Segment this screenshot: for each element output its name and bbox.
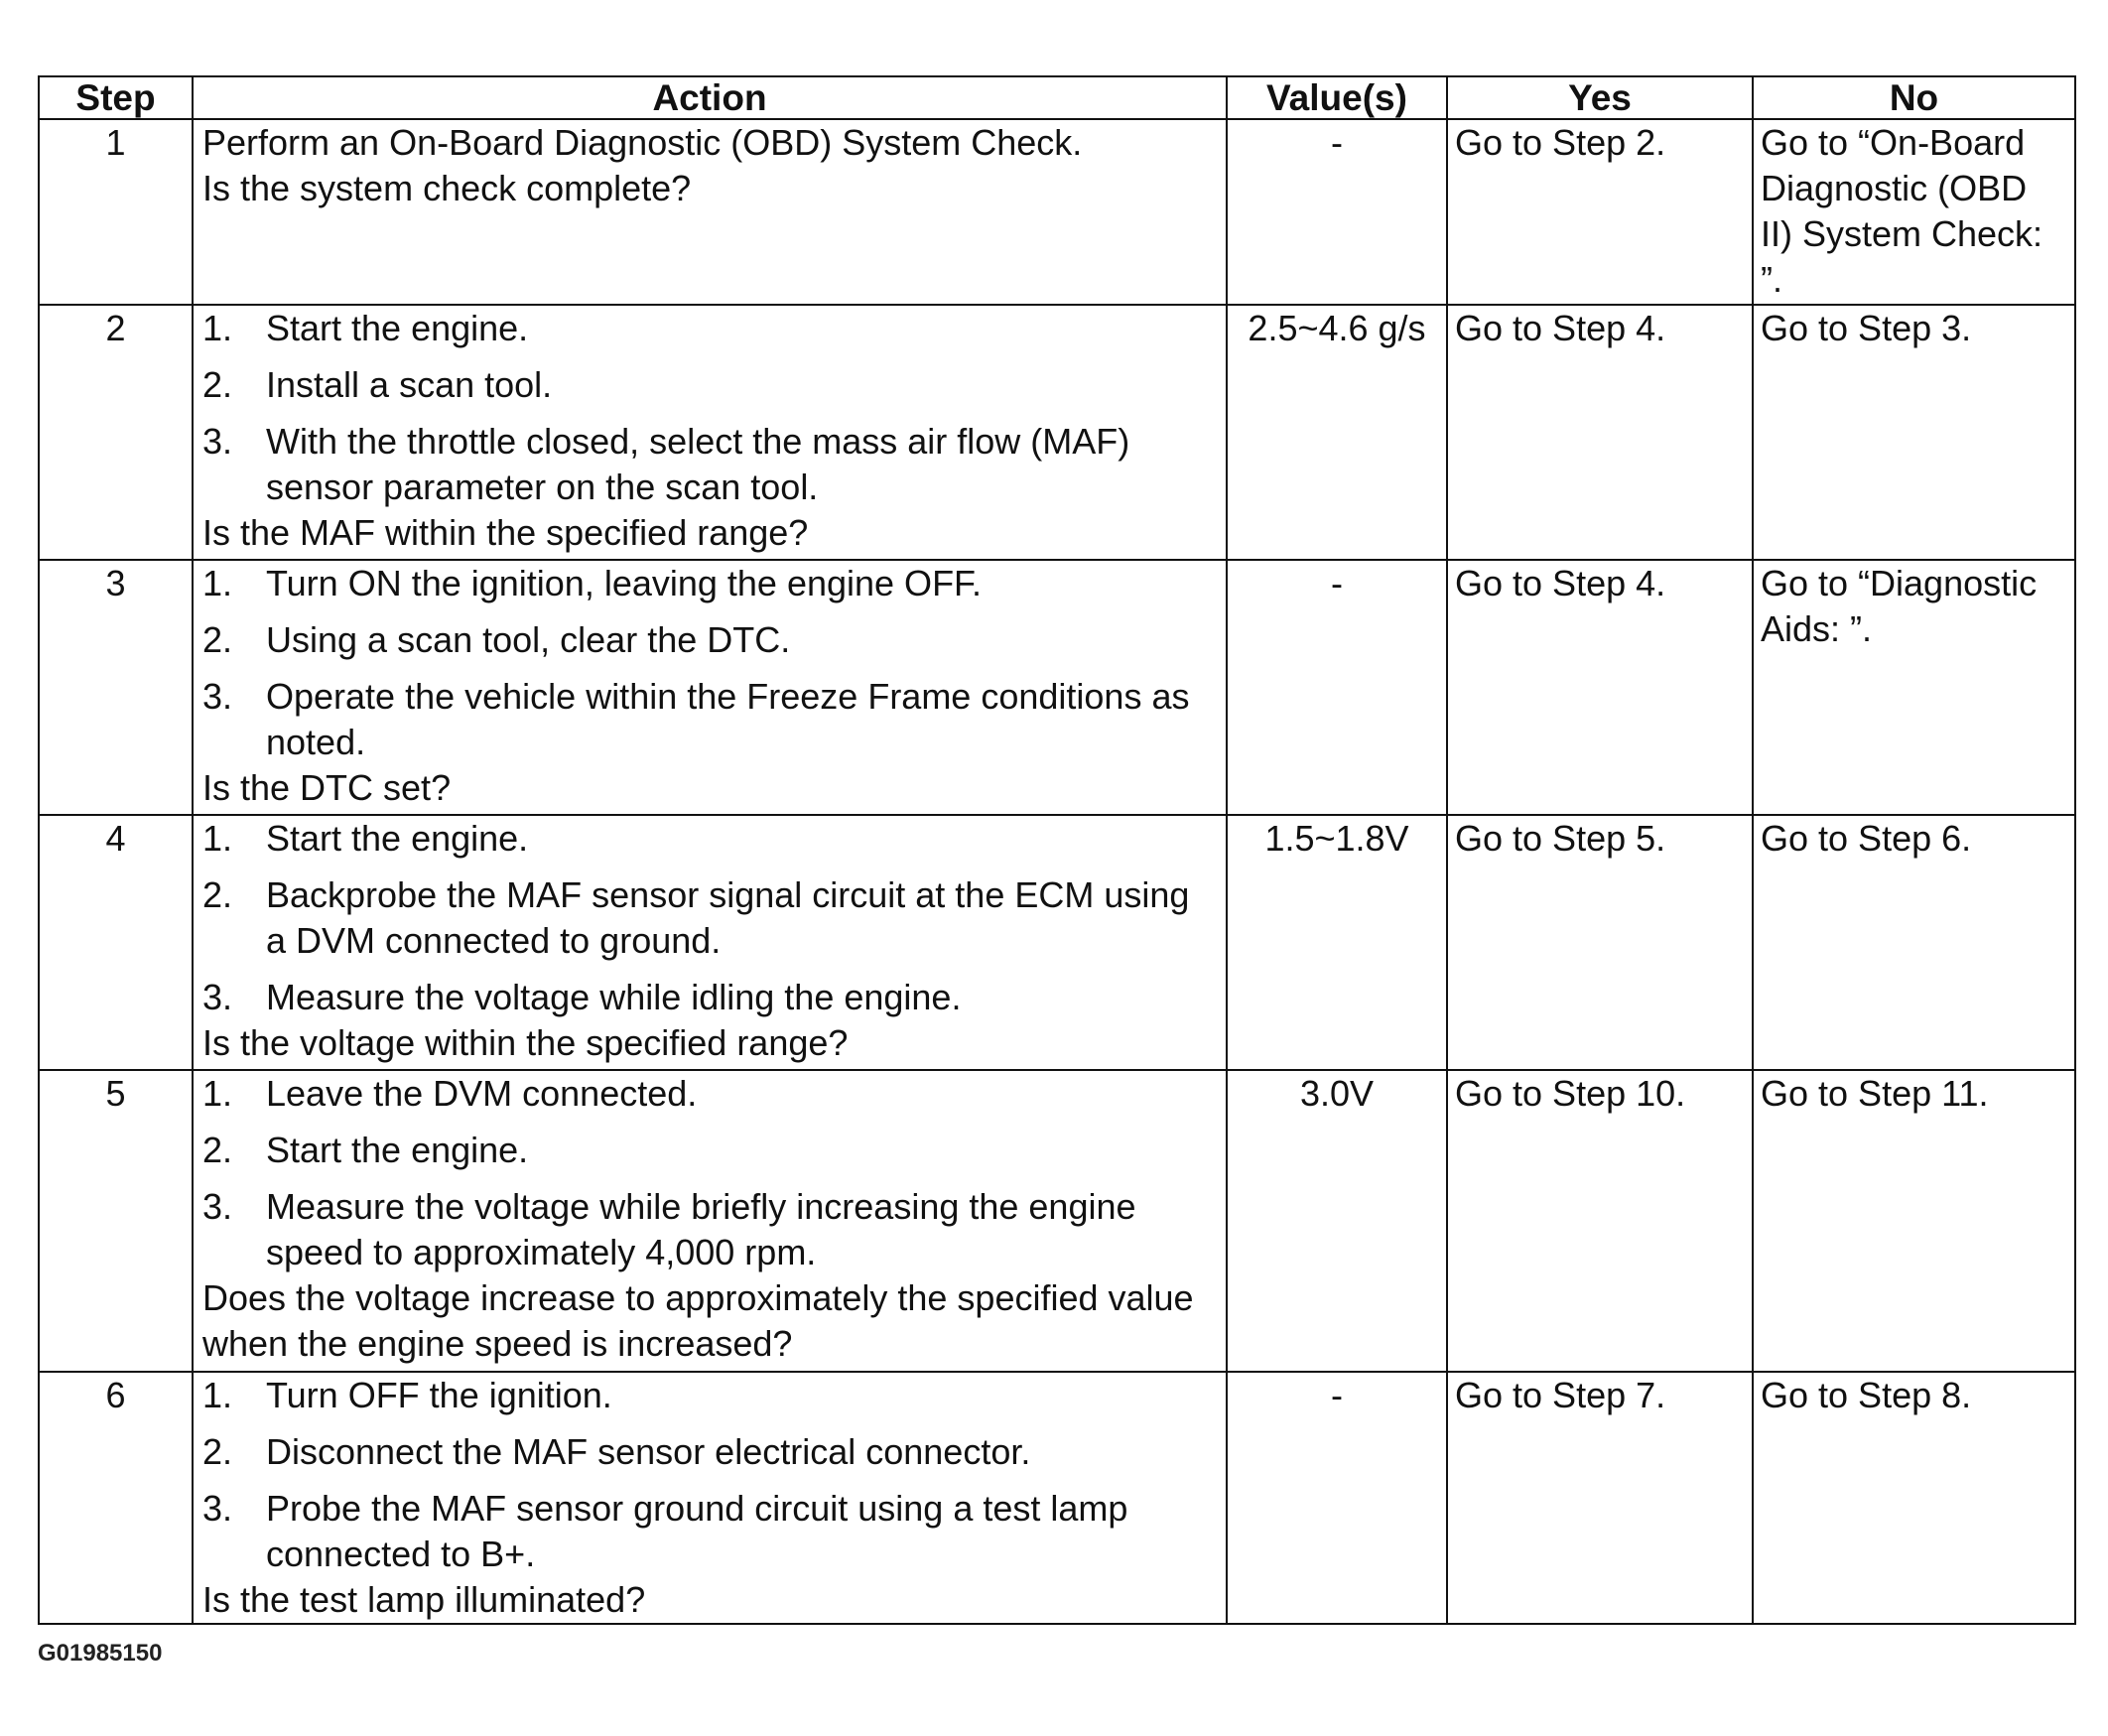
- value-cell: 2.5~4.6 g/s: [1227, 305, 1447, 560]
- list-item: 2. Using a scan tool, clear the DTC.: [202, 619, 791, 660]
- table-row: [39, 305, 2075, 560]
- value-cell: -: [1227, 1372, 1447, 1624]
- no-cell: Go to Step 8.: [1753, 1372, 2075, 1624]
- action-question: Is the system check complete?: [202, 168, 692, 208]
- list-item: 3. Measure the voltage while briefly increasing the engine speed to approximately 4,000 rpm.: [202, 1186, 1136, 1272]
- list-item: 3. Operate the vehicle within the Freeze Frame conditions as noted.: [202, 676, 1190, 762]
- header-action: Action: [193, 76, 1227, 119]
- list-item: 1. Turn ON the ignition, leaving the engine OFF.: [202, 563, 983, 603]
- action-cell: [193, 560, 1227, 815]
- figure-code: G01985150: [38, 1640, 163, 1667]
- yes-cell: Go to Step 2.: [1447, 119, 1753, 305]
- value-cell: -: [1227, 119, 1447, 305]
- step-number: 2: [39, 305, 193, 560]
- list-item: 1. Turn OFF the ignition.: [202, 1375, 612, 1415]
- action-question: Is the MAF within the specified range?: [202, 512, 809, 553]
- list-item: 2. Install a scan tool.: [202, 364, 553, 405]
- header-step: Step: [39, 76, 193, 119]
- yes-cell: Go to Step 7.: [1447, 1372, 1753, 1624]
- yes-cell: Go to Step 5.: [1447, 815, 1753, 1070]
- list-item: 1. Start the engine.: [202, 308, 529, 348]
- header-row: [39, 76, 2075, 119]
- table-row: [39, 1372, 2075, 1624]
- yes-cell: Go to Step 4.: [1447, 305, 1753, 560]
- action-question: Is the DTC set?: [202, 767, 452, 808]
- action-question: Does the voltage increase to approximately the specified value when the engine speed is increased?: [202, 1277, 1194, 1364]
- action-question: Is the voltage within the specified range?: [202, 1022, 849, 1063]
- action-steps-list: [202, 561, 1218, 765]
- action-steps-list: [202, 306, 1218, 510]
- diagnostic-table: [38, 75, 2076, 1625]
- no-cell: Go to “On-Board Diagnostic (OBD II) System Check: ”.: [1753, 119, 2075, 305]
- table-row: [39, 1070, 2075, 1372]
- list-item: 2. Disconnect the MAF sensor electrical connector.: [202, 1431, 1031, 1472]
- header-no: No: [1753, 76, 2075, 119]
- step-number: 4: [39, 815, 193, 1070]
- step-number: 1: [39, 119, 193, 305]
- value-cell: -: [1227, 560, 1447, 815]
- yes-cell: Go to Step 10.: [1447, 1070, 1753, 1372]
- action-cell: [193, 119, 1227, 305]
- table-row: [39, 815, 2075, 1070]
- action-cell: [193, 1372, 1227, 1624]
- action-steps-list: [202, 816, 1218, 1020]
- header-values: Value(s): [1227, 76, 1447, 119]
- list-item: 3. Probe the MAF sensor ground circuit using a test lamp connected to B+.: [202, 1488, 1128, 1574]
- step-number: 6: [39, 1372, 193, 1624]
- value-cell: 1.5~1.8V: [1227, 815, 1447, 1070]
- no-cell: Go to “Diagnostic Aids: ”.: [1753, 560, 2075, 815]
- table-row: [39, 119, 2075, 305]
- step-number: 3: [39, 560, 193, 815]
- action-cell: [193, 815, 1227, 1070]
- list-item: 3. Measure the voltage while idling the engine.: [202, 977, 962, 1017]
- action-steps-list: [202, 1071, 1218, 1275]
- no-cell: Go to Step 6.: [1753, 815, 2075, 1070]
- yes-cell: Go to Step 4.: [1447, 560, 1753, 815]
- step-number: 5: [39, 1070, 193, 1372]
- list-item: 3. With the throttle closed, select the mass air flow (MAF) sensor parameter on the scan tool.: [202, 421, 1130, 507]
- list-item: 1. Leave the DVM connected.: [202, 1073, 698, 1114]
- action-cell: [193, 305, 1227, 560]
- no-cell: Go to Step 3.: [1753, 305, 2075, 560]
- table-row: [39, 560, 2075, 815]
- action-steps-list: [202, 1373, 1218, 1577]
- list-item: 1. Start the engine.: [202, 818, 529, 859]
- header-yes: Yes: [1447, 76, 1753, 119]
- action-question: Is the test lamp illuminated?: [202, 1579, 646, 1620]
- value-cell: 3.0V: [1227, 1070, 1447, 1372]
- no-cell: Go to Step 11.: [1753, 1070, 2075, 1372]
- action-intro: Perform an On-Board Diagnostic (OBD) System Check.: [202, 122, 1083, 163]
- list-item: 2. Backprobe the MAF sensor signal circuit at the ECM using a DVM connected to ground.: [202, 874, 1190, 961]
- list-item: 2. Start the engine.: [202, 1130, 529, 1170]
- action-cell: [193, 1070, 1227, 1372]
